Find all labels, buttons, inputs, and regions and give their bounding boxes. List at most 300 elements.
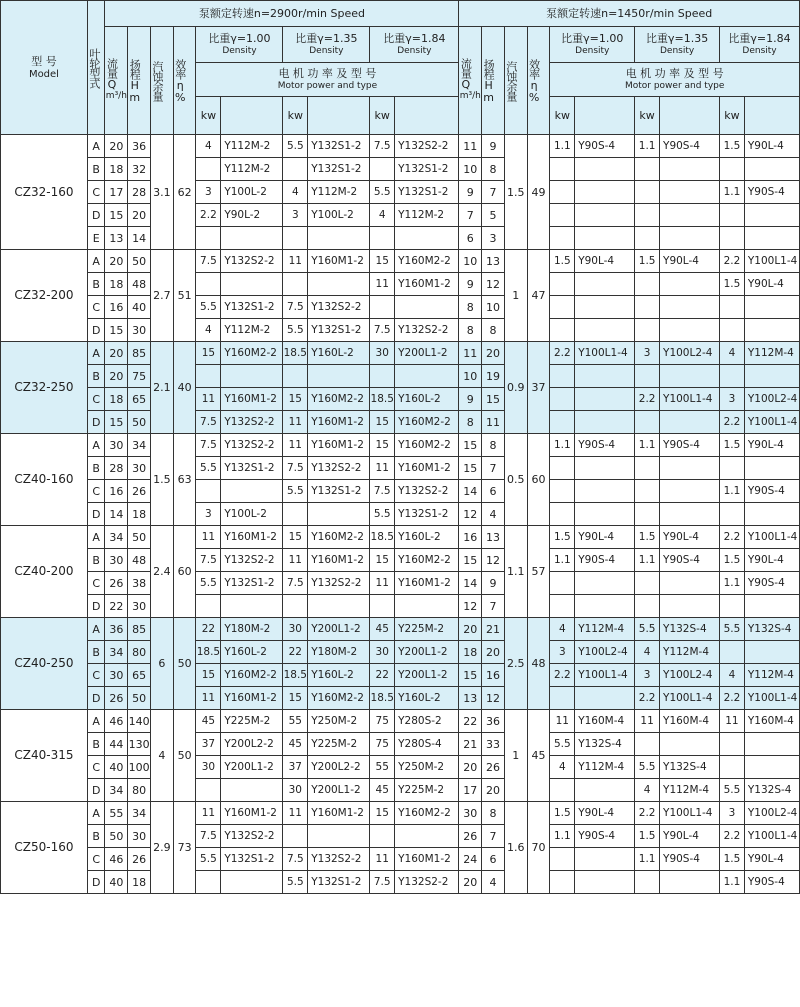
- motor-100-1450-cell: Y160M-4: [575, 710, 635, 733]
- head-1450-cell: 20: [482, 641, 505, 664]
- table-row: [1, 227, 800, 250]
- npsh-1450-cell: 0.5: [504, 434, 527, 526]
- motor-135-1450-cell: [660, 273, 720, 296]
- motor-135-1450-cell: [660, 365, 720, 388]
- impeller-cell: C: [87, 572, 105, 595]
- kw-135-cell: 11: [283, 411, 308, 434]
- kw-184-cell: 11: [370, 273, 395, 296]
- eff-cell: 51: [173, 250, 196, 342]
- flow-1450-cell: 7: [459, 204, 482, 227]
- table-row: [1, 733, 800, 756]
- head-1450-cell: 21: [482, 618, 505, 641]
- motor-100-cell: Y112M-2: [221, 158, 283, 181]
- motor-100-1450-cell: Y100L1-4: [575, 342, 635, 365]
- impeller-cell: D: [87, 871, 105, 894]
- motor-100-1450-cell: Y90S-4: [575, 434, 635, 457]
- kw-header: kw: [720, 97, 745, 135]
- flow-cell: 46: [105, 710, 128, 733]
- motor-135-cell: Y132S2-2: [308, 296, 370, 319]
- motor-100-1450-cell: [575, 595, 635, 618]
- eff-cell: 62: [173, 135, 196, 250]
- flow-1450-cell: 21: [459, 733, 482, 756]
- kw-header: kw: [370, 97, 395, 135]
- motor-184-cell: Y160L-2: [395, 526, 459, 549]
- motor-135-1450-cell: Y90L-4: [660, 250, 720, 273]
- kw-100-cell: 37: [196, 733, 221, 756]
- kw-135-cell: [283, 158, 308, 181]
- impeller-cell: D: [87, 319, 105, 342]
- head-cell: 14: [128, 227, 151, 250]
- sg-135-header-2: 比重γ=1.35 Density: [635, 27, 720, 63]
- head-cell: 38: [128, 572, 151, 595]
- flow-cell: 22: [105, 595, 128, 618]
- flow-cell: 18: [105, 273, 128, 296]
- kw-184-1450-cell: 1.5: [720, 135, 745, 158]
- kw-135-cell: 11: [283, 549, 308, 572]
- kw-100-1450-cell: [550, 687, 575, 710]
- impeller-cell: B: [87, 733, 105, 756]
- head-cell: 100: [128, 756, 151, 779]
- motor-135-1450-cell: Y112M-4: [660, 779, 720, 802]
- eff-cell: 60: [173, 526, 196, 618]
- kw-header: kw: [283, 97, 308, 135]
- kw-100-cell: 5.5: [196, 296, 221, 319]
- head-1450-cell: 4: [482, 871, 505, 894]
- flow-cell: 17: [105, 181, 128, 204]
- flow-1450-cell: 13: [459, 687, 482, 710]
- kw-135-1450-cell: [635, 411, 660, 434]
- kw-100-cell: 45: [196, 710, 221, 733]
- motor-184-cell: [395, 296, 459, 319]
- motor-135-1450-cell: Y100L2-4: [660, 664, 720, 687]
- motor-135-cell: Y225M-2: [308, 733, 370, 756]
- table-row: [1, 664, 800, 687]
- head-cell: 32: [128, 158, 151, 181]
- head-cell: 18: [128, 503, 151, 526]
- motor-100-cell: Y160M1-2: [221, 388, 283, 411]
- kw-100-1450-cell: [550, 572, 575, 595]
- kw-header: kw: [550, 97, 575, 135]
- eff-1450-cell: 60: [527, 434, 550, 526]
- table-row: [1, 595, 800, 618]
- motor-135-1450-cell: [660, 296, 720, 319]
- motor-184-cell: Y200L1-2: [395, 342, 459, 365]
- flow-cell: 26: [105, 572, 128, 595]
- table-row: [1, 572, 800, 595]
- npsh-1450-cell: 1: [504, 710, 527, 802]
- kw-135-cell: 7.5: [283, 848, 308, 871]
- head-1450-cell: 7: [482, 825, 505, 848]
- motor-184-cell: Y160L-2: [395, 388, 459, 411]
- motor-135-cell: Y132S1-2: [308, 871, 370, 894]
- flow-cell: 20: [105, 135, 128, 158]
- motor-184-1450-cell: [744, 319, 799, 342]
- motor-135-cell: Y100L-2: [308, 204, 370, 227]
- motor-100-cell: Y100L-2: [221, 503, 283, 526]
- kw-100-1450-cell: [550, 388, 575, 411]
- kw-100-cell: 7.5: [196, 549, 221, 572]
- motor-135-cell: Y160M2-2: [308, 388, 370, 411]
- impeller-cell: B: [87, 825, 105, 848]
- kw-135-1450-cell: 5.5: [635, 618, 660, 641]
- kw-184-cell: [370, 296, 395, 319]
- motor-100-1450-cell: [575, 181, 635, 204]
- impeller-cell: B: [87, 641, 105, 664]
- kw-100-1450-cell: 11: [550, 710, 575, 733]
- flow-cell: 18: [105, 158, 128, 181]
- flow-1450-cell: 20: [459, 756, 482, 779]
- table-row: [1, 319, 800, 342]
- kw-184-cell: [370, 365, 395, 388]
- kw-184-1450-cell: [720, 296, 745, 319]
- npsh-1450-cell: 1.6: [504, 802, 527, 894]
- kw-184-1450-cell: 1.5: [720, 549, 745, 572]
- flow-1450-cell: 9: [459, 181, 482, 204]
- kw-100-1450-cell: [550, 457, 575, 480]
- flow-cell: 16: [105, 296, 128, 319]
- motor-184-cell: [395, 595, 459, 618]
- motor-135-cell: Y160M1-2: [308, 549, 370, 572]
- flow-1450-cell: 15: [459, 549, 482, 572]
- kw-184-cell: 18.5: [370, 388, 395, 411]
- sg-135-header: 比重γ=1.35 Density: [283, 27, 370, 63]
- kw-135-cell: 11: [283, 802, 308, 825]
- flow-cell: 30: [105, 549, 128, 572]
- kw-100-1450-cell: 1.5: [550, 802, 575, 825]
- kw-100-1450-cell: [550, 848, 575, 871]
- kw-100-1450-cell: 1.1: [550, 549, 575, 572]
- table-row: [1, 273, 800, 296]
- head-header: 扬程Hm: [128, 27, 151, 135]
- kw-184-1450-cell: 1.5: [720, 434, 745, 457]
- motor-header-2: 电 机 功 率 及 型 号 Motor power and type: [550, 63, 800, 97]
- head-cell: 26: [128, 480, 151, 503]
- head-1450-cell: 36: [482, 710, 505, 733]
- kw-header: kw: [196, 97, 221, 135]
- motor-184-cell: Y200L1-2: [395, 664, 459, 687]
- impeller-cell: C: [87, 848, 105, 871]
- kw-135-1450-cell: [635, 319, 660, 342]
- flow-1450-cell: 11: [459, 135, 482, 158]
- flow-cell: 18: [105, 388, 128, 411]
- sg-184-header-2: 比重γ=1.84 Density: [720, 27, 800, 63]
- kw-135-1450-cell: 1.1: [635, 135, 660, 158]
- kw-184-1450-cell: [720, 756, 745, 779]
- kw-135-cell: 7.5: [283, 572, 308, 595]
- kw-100-cell: [196, 273, 221, 296]
- kw-184-1450-cell: [720, 227, 745, 250]
- flow-cell: 28: [105, 457, 128, 480]
- motor-184-1450-cell: [744, 595, 799, 618]
- kw-100-cell: [196, 480, 221, 503]
- motor-100-cell: Y132S1-2: [221, 848, 283, 871]
- motor-135-cell: Y200L1-2: [308, 618, 370, 641]
- kw-100-1450-cell: [550, 319, 575, 342]
- model-name: CZ40-250: [1, 618, 88, 710]
- motor-100-cell: Y160L-2: [221, 641, 283, 664]
- impeller-cell: E: [87, 227, 105, 250]
- head-cell: 48: [128, 273, 151, 296]
- flow-1450-cell: 10: [459, 158, 482, 181]
- head-1450-cell: 11: [482, 411, 505, 434]
- flow-1450-cell: 8: [459, 411, 482, 434]
- motor-100-1450-cell: Y90L-4: [575, 526, 635, 549]
- npsh-1450-cell: 1.1: [504, 526, 527, 618]
- kw-135-cell: 30: [283, 779, 308, 802]
- kw-135-cell: 11: [283, 434, 308, 457]
- motor-184-1450-cell: Y90L-4: [744, 135, 799, 158]
- motor-184-1450-cell: Y132S-4: [744, 779, 799, 802]
- kw-135-cell: 5.5: [283, 871, 308, 894]
- motor-100-cell: Y112M-2: [221, 135, 283, 158]
- kw-100-1450-cell: 1.5: [550, 526, 575, 549]
- motor-100-1450-cell: Y90L-4: [575, 250, 635, 273]
- kw-184-1450-cell: 1.5: [720, 273, 745, 296]
- kw-184-cell: 30: [370, 641, 395, 664]
- kw-100-1450-cell: [550, 411, 575, 434]
- kw-184-1450-cell: 2.2: [720, 411, 745, 434]
- motor-100-1450-cell: Y112M-4: [575, 756, 635, 779]
- kw-184-1450-cell: 1.1: [720, 572, 745, 595]
- motor-184-cell: Y132S1-2: [395, 503, 459, 526]
- kw-100-cell: [196, 158, 221, 181]
- motor-135-cell: Y250M-2: [308, 710, 370, 733]
- motor-100-cell: Y132S2-2: [221, 411, 283, 434]
- motor-135-cell: Y180M-2: [308, 641, 370, 664]
- motor-135-cell: [308, 503, 370, 526]
- kw-header: kw: [635, 97, 660, 135]
- head-1450-cell: 7: [482, 595, 505, 618]
- kw-100-1450-cell: [550, 595, 575, 618]
- flow-1450-cell: 20: [459, 618, 482, 641]
- table-body: [1, 135, 800, 894]
- kw-135-cell: 15: [283, 687, 308, 710]
- kw-135-1450-cell: 11: [635, 710, 660, 733]
- head-cell: 30: [128, 457, 151, 480]
- kw-184-1450-cell: 2.2: [720, 526, 745, 549]
- motor-135-cell: Y132S2-2: [308, 572, 370, 595]
- kw-184-cell: [370, 158, 395, 181]
- flow-cell: 20: [105, 342, 128, 365]
- kw-135-1450-cell: 5.5: [635, 756, 660, 779]
- motor-135-1450-cell: [660, 733, 720, 756]
- kw-184-cell: 45: [370, 779, 395, 802]
- motor-135-1450-cell: [660, 457, 720, 480]
- kw-184-cell: 22: [370, 664, 395, 687]
- motor-184-cell: Y225M-2: [395, 618, 459, 641]
- kw-100-1450-cell: [550, 296, 575, 319]
- motor-135-1450-cell: Y100L1-4: [660, 687, 720, 710]
- motor-135-1450-cell: Y90L-4: [660, 825, 720, 848]
- motor-184-1450-cell: [744, 365, 799, 388]
- flow-1450-cell: 26: [459, 825, 482, 848]
- motor-135-1450-cell: [660, 204, 720, 227]
- flow-1450-cell: 15: [459, 434, 482, 457]
- kw-100-cell: 3: [196, 181, 221, 204]
- eff-cell: 40: [173, 342, 196, 434]
- motor-135-1450-cell: [660, 572, 720, 595]
- kw-100-cell: 5.5: [196, 457, 221, 480]
- motor-100-1450-cell: [575, 848, 635, 871]
- motor-184-cell: Y132S2-2: [395, 871, 459, 894]
- kw-100-1450-cell: [550, 480, 575, 503]
- motor-135-cell: Y160L-2: [308, 342, 370, 365]
- motor-100-1450-cell: Y90L-4: [575, 802, 635, 825]
- head-cell: 75: [128, 365, 151, 388]
- flow-1450-cell: 9: [459, 273, 482, 296]
- motor-100-cell: Y160M2-2: [221, 342, 283, 365]
- kw-135-1450-cell: [635, 871, 660, 894]
- motor-184-1450-cell: [744, 756, 799, 779]
- eff-1450-cell: 48: [527, 618, 550, 710]
- motor-100-1450-cell: [575, 227, 635, 250]
- kw-135-1450-cell: [635, 503, 660, 526]
- efficiency-header: 效率η%: [173, 27, 196, 135]
- flow-1450-cell: 14: [459, 480, 482, 503]
- motor-135-1450-cell: Y90S-4: [660, 549, 720, 572]
- head-1450-cell: 16: [482, 664, 505, 687]
- kw-100-1450-cell: 4: [550, 618, 575, 641]
- kw-135-1450-cell: 2.2: [635, 388, 660, 411]
- motor-100-cell: Y160M1-2: [221, 526, 283, 549]
- table-row: [1, 158, 800, 181]
- motor-184-cell: [395, 227, 459, 250]
- motor-135-cell: Y200L1-2: [308, 779, 370, 802]
- npsh-cell: 2.4: [150, 526, 173, 618]
- motor-184-1450-cell: Y112M-4: [744, 342, 799, 365]
- impeller-cell: A: [87, 802, 105, 825]
- motor-135-cell: [308, 825, 370, 848]
- kw-184-1450-cell: 4: [720, 664, 745, 687]
- motor-184-cell: Y132S2-2: [395, 480, 459, 503]
- kw-135-1450-cell: 2.2: [635, 687, 660, 710]
- kw-184-1450-cell: 5.5: [720, 779, 745, 802]
- kw-100-1450-cell: 5.5: [550, 733, 575, 756]
- table-row: [1, 204, 800, 227]
- head-cell: 85: [128, 342, 151, 365]
- npsh-1450-cell: 0.9: [504, 342, 527, 434]
- motor-135-cell: Y132S1-2: [308, 158, 370, 181]
- flow-cell: 36: [105, 618, 128, 641]
- sg-184-header: 比重γ=1.84 Density: [370, 27, 459, 63]
- motor-135-1450-cell: [660, 227, 720, 250]
- impeller-cell: A: [87, 342, 105, 365]
- flow-header-2: 流量Q m³/h: [459, 27, 482, 135]
- kw-135-cell: [283, 825, 308, 848]
- table-row: [1, 756, 800, 779]
- flow-cell: 44: [105, 733, 128, 756]
- motor-135-cell: Y160M2-2: [308, 687, 370, 710]
- kw-135-1450-cell: 1.1: [635, 848, 660, 871]
- npsh-header-2: 汽蚀余量: [504, 27, 527, 135]
- motor-184-cell: Y160M2-2: [395, 549, 459, 572]
- eff-1450-cell: 57: [527, 526, 550, 618]
- eff-1450-cell: 47: [527, 250, 550, 342]
- kw-100-cell: [196, 871, 221, 894]
- impeller-cell: A: [87, 434, 105, 457]
- head-1450-cell: 8: [482, 158, 505, 181]
- kw-135-1450-cell: [635, 227, 660, 250]
- kw-100-1450-cell: 1.1: [550, 135, 575, 158]
- kw-135-1450-cell: [635, 733, 660, 756]
- motor-100-1450-cell: [575, 779, 635, 802]
- kw-184-cell: 75: [370, 733, 395, 756]
- impeller-cell: B: [87, 273, 105, 296]
- motor-135-cell: [308, 227, 370, 250]
- head-cell: 20: [128, 204, 151, 227]
- flow-1450-cell: 18: [459, 641, 482, 664]
- impeller-cell: A: [87, 618, 105, 641]
- table-row: [1, 802, 800, 825]
- kw-184-cell: [370, 825, 395, 848]
- kw-135-1450-cell: [635, 457, 660, 480]
- kw-135-cell: 22: [283, 641, 308, 664]
- impeller-cell: A: [87, 710, 105, 733]
- motor-100-1450-cell: Y90S-4: [575, 825, 635, 848]
- flow-1450-cell: 14: [459, 572, 482, 595]
- motor-135-1450-cell: Y90S-4: [660, 135, 720, 158]
- flow-cell: 14: [105, 503, 128, 526]
- motor-184-1450-cell: Y100L1-4: [744, 411, 799, 434]
- kw-135-cell: [283, 595, 308, 618]
- kw-100-cell: 2.2: [196, 204, 221, 227]
- impeller-cell: D: [87, 779, 105, 802]
- kw-184-cell: 75: [370, 710, 395, 733]
- motor-184-cell: Y132S2-2: [395, 135, 459, 158]
- table-row: [1, 365, 800, 388]
- head-cell: 18: [128, 871, 151, 894]
- npsh-cell: 2.9: [150, 802, 173, 894]
- motor-184-cell: Y200L1-2: [395, 641, 459, 664]
- motor-100-1450-cell: [575, 319, 635, 342]
- kw-184-cell: 7.5: [370, 135, 395, 158]
- motor-184-1450-cell: Y90S-4: [744, 871, 799, 894]
- motor-135-1450-cell: [660, 480, 720, 503]
- kw-184-1450-cell: 11: [720, 710, 745, 733]
- model-header: 型 号 Model: [1, 1, 88, 135]
- kw-135-1450-cell: [635, 480, 660, 503]
- kw-100-1450-cell: [550, 779, 575, 802]
- motor-135-cell: [308, 365, 370, 388]
- model-name: CZ32-160: [1, 135, 88, 250]
- motor-100-1450-cell: [575, 572, 635, 595]
- motor-184-cell: Y280S-4: [395, 733, 459, 756]
- kw-184-cell: 5.5: [370, 181, 395, 204]
- motor-100-cell: Y132S2-2: [221, 250, 283, 273]
- kw-184-cell: 45: [370, 618, 395, 641]
- kw-100-cell: [196, 779, 221, 802]
- motor-100-1450-cell: [575, 365, 635, 388]
- motor-135-1450-cell: Y132S-4: [660, 756, 720, 779]
- eff-cell: 63: [173, 434, 196, 526]
- kw-184-1450-cell: 5.5: [720, 618, 745, 641]
- npsh-cell: 4: [150, 710, 173, 802]
- motor-184-cell: Y160M2-2: [395, 411, 459, 434]
- impeller-cell: A: [87, 250, 105, 273]
- kw-184-cell: 7.5: [370, 871, 395, 894]
- impeller-cell: A: [87, 526, 105, 549]
- motor-100-1450-cell: Y90S-4: [575, 135, 635, 158]
- sg-100-header-2: 比重γ=1.00 Density: [550, 27, 635, 63]
- head-cell: 28: [128, 181, 151, 204]
- impeller-cell: B: [87, 457, 105, 480]
- eff-1450-cell: 70: [527, 802, 550, 894]
- kw-100-cell: 3: [196, 503, 221, 526]
- kw-135-1450-cell: [635, 181, 660, 204]
- kw-100-1450-cell: [550, 503, 575, 526]
- flow-1450-cell: 22: [459, 710, 482, 733]
- motor-184-cell: Y160M1-2: [395, 273, 459, 296]
